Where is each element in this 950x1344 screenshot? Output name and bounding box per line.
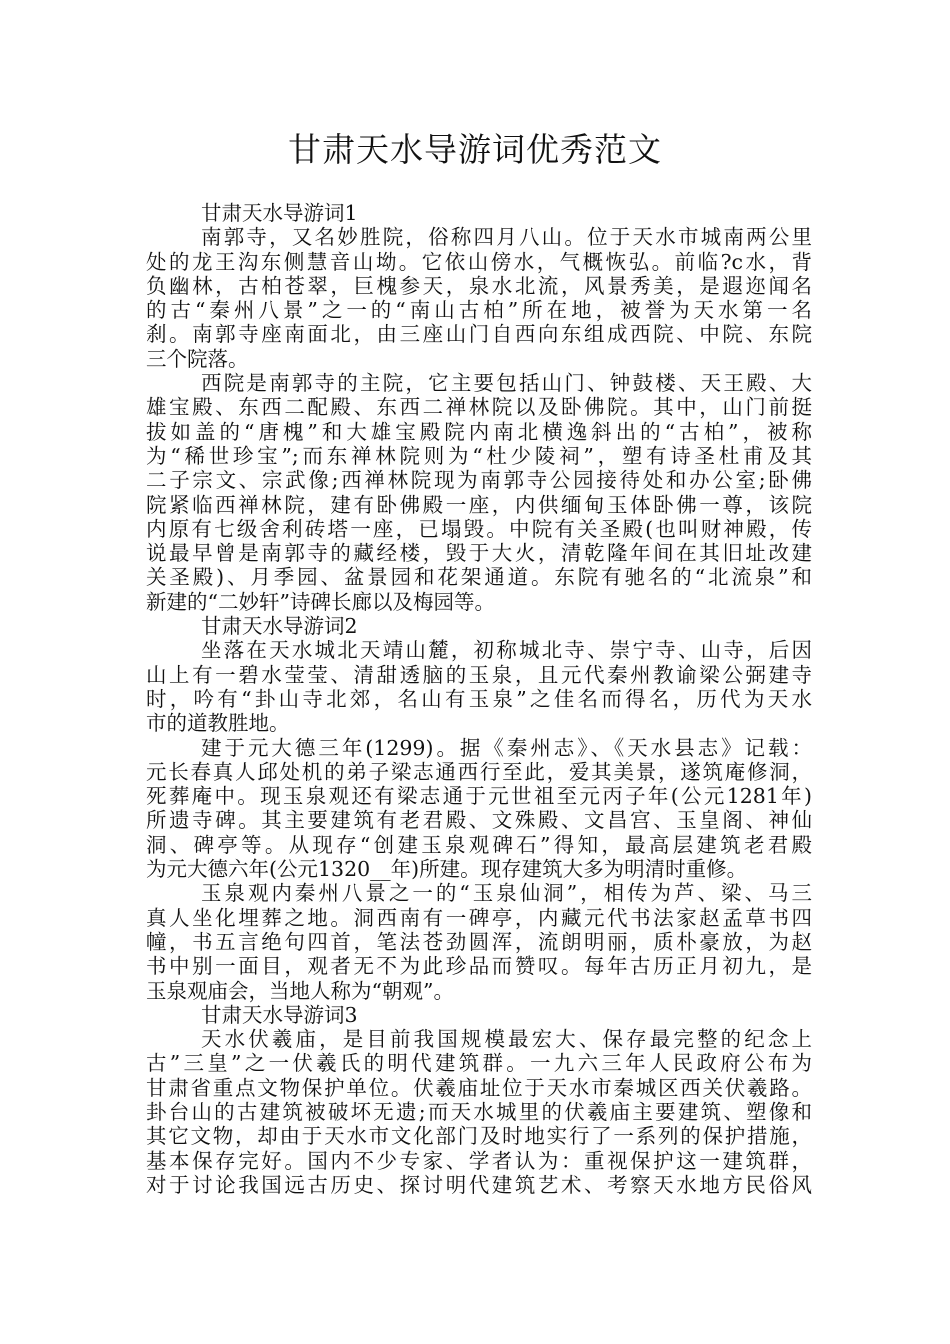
- paragraph-first-line: 建于元大德三年(1299)。据《秦州志》、《天水县志》记载：: [201, 735, 812, 760]
- text-line: 其它文物，却由于天水市文化部门及时地实行了一系列的保护措施，: [146, 1124, 812, 1149]
- text-line: 负幽林，古柏苍翠，巨槐参天，泉水北流，风景秀美，是遐迩闻名: [146, 273, 812, 298]
- text-line: 的古“秦州八景”之一的“南山古柏”所在地，被誉为天水第一名: [146, 298, 812, 323]
- paragraph-last-line: 三个院落。: [146, 346, 249, 371]
- text-line: 内原有七级舍利砖塔一座，已塌毁。中院有关圣殿(也叫财神殿，传: [146, 516, 812, 541]
- document-body: [146, 201, 812, 1197]
- paragraph-last-line: 市的道教胜地。: [146, 711, 290, 736]
- text-line: 所遗寺碑。其主要建筑有老君殿、文殊殿、文昌宫、玉皇阁、神仙: [146, 808, 812, 833]
- text-line: 二子宗文、宗武像;西禅林院现为南郭寺公园接待处和办公室;卧佛: [146, 468, 812, 493]
- text-line: 卦台山的古建筑被破坏无遗;而天水城里的伏羲庙主要建筑、塑像和: [146, 1099, 812, 1124]
- paragraph-last-line: 新建的“二妙轩”诗碑长廊以及梅园等。: [146, 589, 495, 614]
- paragraph-first-line: 南郭寺，又名妙胜院，俗称四月八山。位于天水市城南两公里: [201, 225, 812, 250]
- text-line: 幢，书五言绝句四首，笔法苍劲圆浑，流朗明丽，质朴豪放，为赵: [146, 929, 812, 954]
- text-line: 说最早曾是南郭寺的藏经楼，毁于大火，清乾隆年间在其旧址改建: [146, 541, 812, 566]
- text-line: 时，吟有“卦山寺北郊，名山有玉泉”之佳名而得名，历代为天水: [146, 686, 812, 711]
- text-line: 刹。南郭寺座南面北，由三座山门自西向东组成西院、中院、东院: [146, 322, 812, 347]
- text-line: 雄宝殿、东西二配殿、东西二禅林院以及卧佛院。其中，山门前挺: [146, 395, 812, 420]
- paragraph-first-line: 天水伏羲庙，是目前我国规模最宏大、保存最完整的纪念上: [201, 1027, 812, 1052]
- text-line: 拔如盖的“唐槐”和大雄宝殿院内南北横逸斜出的“古柏”，被称: [146, 419, 812, 444]
- text-line: 真人坐化埋葬之地。洞西南有一碑亭，内藏元代书法家赵孟草书四: [146, 905, 812, 930]
- text-line: 关圣殿)、月季园、盆景园和花架通道。东院有驰名的“北流泉”和: [146, 565, 812, 590]
- text-line: 古”三皇”之一伏羲氏的明代建筑群。一九六三年人民政府公布为: [146, 1051, 812, 1076]
- paragraph-first-line: 玉泉观内秦州八景之一的“玉泉仙洞”，相传为芦、梁、马三: [201, 881, 812, 906]
- text-line: 死葬庵中。现玉泉观还有梁志通于元世祖至元丙子年(公元1281年): [146, 784, 812, 809]
- text-line: 基本保存完好。国内不少专家、学者认为：重视保护这一建筑群，: [146, 1148, 812, 1173]
- text-line: 甘肃省重点文物保护单位。伏羲庙址位于天水市秦城区西关伏羲路。: [146, 1075, 812, 1100]
- section-heading: 甘肃天水导游词3: [201, 1002, 358, 1027]
- document-title: 甘肃天水导游词优秀范文: [288, 130, 662, 169]
- text-line: 对于讨论我国远古历史、探讨明代建筑艺术、考察天水地方民俗风: [146, 1172, 812, 1197]
- paragraph-first-line: 坐落在天水城北天靖山麓，初称城北寺、崇宁寺、山寺，后因: [201, 638, 812, 663]
- section-heading: 甘肃天水导游词2: [201, 614, 358, 639]
- paragraph-last-line: 玉泉观庙会，当地人称为“朝观”。: [146, 978, 454, 1003]
- text-line: 院紧临西禅林院，建有卧佛殿一座，内供缅甸玉体卧佛一尊，该院: [146, 492, 812, 517]
- text-line: 山上有一碧水莹莹、清甜透脑的玉泉，且元代秦州教谕梁公弼建寺: [146, 662, 812, 687]
- text-line: 书中别一面目，观者无不为此珍品而赞叹。每年古历正月初九，是: [146, 954, 812, 979]
- text-line: 洞、碑亭等。从现存“创建玉泉观碑石”得知，最高层建筑老君殿: [146, 832, 812, 857]
- paragraph-last-line: 为元大德六年(公元1320__年)所建。现存建筑大多为明清时重修。: [146, 857, 748, 882]
- text-line: 处的龙王沟东侧慧音山坳。它依山傍水，气概恢弘。前临?c水，背: [146, 249, 812, 274]
- section-heading: 甘肃天水导游词1: [201, 201, 358, 225]
- paragraph-first-line: 西院是南郭寺的主院，它主要包括山门、钟鼓楼、天王殿、大: [201, 371, 812, 396]
- text-line: 为“稀世珍宝”;而东禅林院则为“杜少陵祠”，塑有诗圣杜甫及其: [146, 443, 812, 468]
- text-line: 元长春真人邱处机的弟子梁志通西行至此，爱其美景，遂筑庵修洞，: [146, 759, 812, 784]
